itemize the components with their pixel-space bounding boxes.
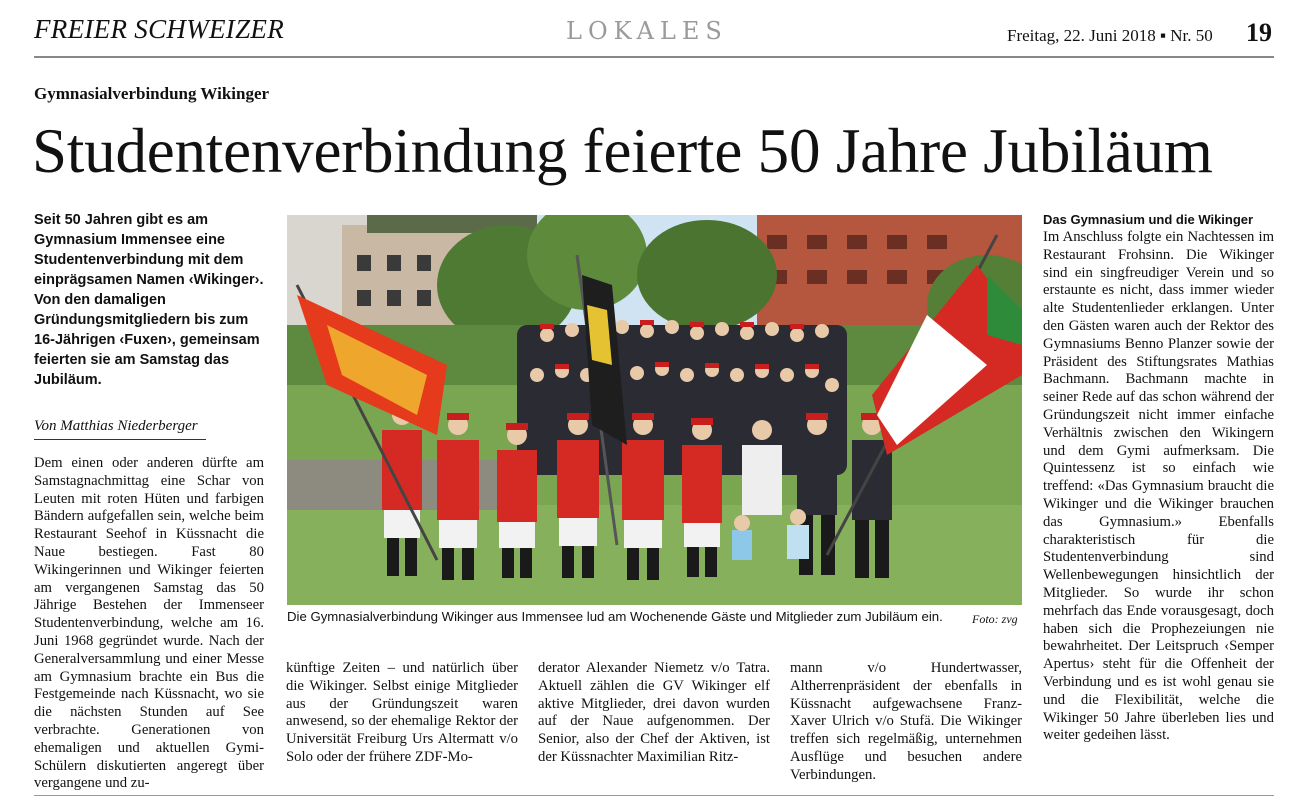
paper-name: FREIER SCHWEIZER [34, 14, 284, 44]
article-kicker: Gymnasialverbindung Wikinger [34, 84, 270, 103]
photo-caption: Die Gymnasialverbindung Wikinger aus Immensee lud am Wochenende Gäste und Mitglieder zum Jubiläum ein. [287, 609, 943, 624]
masthead-rule [34, 56, 1274, 58]
body-column-5: Im Anschluss folgte ein Nachtessen im Restaurant Frohsinn. Die Wikinger sind ein singfreudiger Verein und so erstaunte es nicht, dass immer wieder alte Studentenlieder erklangen. Unter den Gästen waren auch der Rektor des Gymnasiums Benno Planzer sowie der Präsident des Stiftungsrates Mathias Bachmann. Bachmann machte in seiner Rede auf das schon während der Gründungszeit nicht immer einfache Verhältnis zwischen den Wikingern und dem Gymi aufmerksam. Die Quintessenz ist so einfach wie treffend: «Das Gymnasium braucht die Wikinger und die Wikinger brauchen das Gymnasium.» Ebenfalls charakteristisch für die Studentenverbindung sind Wellenbewegungen hinsichtlich der Mitglieder. So wurde ihr schon mehrfach das Ende vorausgesagt, doch haben sich die Prophezeiungen nie bewahrheitet. Der Leitspruch ‹Semper Apertus› steht für die Offenheit der Verbindung und es ist wohl genau sie und die Flexibilität, welche die Wikinger 50 Jahre überleben lies und weiter gedeihen lässt. [1043, 229, 1274, 744]
page-number: 19 [1246, 18, 1272, 47]
body-column-1: Dem einen oder anderen dürfte am Samstagnachmittag eine Schar von Leuten mit roten Hüten und farbigen Bändern aufgefallen sein, welche beim Restaurant Seehof in Küssnacht die Naue bestiegen. Fast 80 Wikingerinnen und Wikinger feierten am vergangenen Samstag das 50 Jährige Bestehen der Immenseer Studentenverbindung, welche am 16. Juni 1968 gegründet wurde. Nach der Generalversammlung und einer Messe am Gymnasium brachte ein Bus die Festgemeinde nach Küssnacht, wo sie die nächsten Stunden auf See verbrachte. Generationen von ehemaligen und aktuellen Gymi-Schülern diskutierten angeregt über vergangene und zu- [34, 455, 264, 792]
body-column-2: künftige Zeiten – und natürlich über die Wikinger. Selbst einige Mitglieder aus der Gründungszeit waren anwesend, so der ehemalige Rektor der Universität Freiburg Urs Altermatt v/o Solo oder der frühere ZDF-Mo- [286, 660, 518, 765]
article-byline: Von Matthias Niederberger [34, 418, 206, 440]
section-subhead: Das Gymnasium und die Wikinger [1043, 212, 1254, 227]
group-photo [287, 215, 1022, 605]
photo-credit: Foto: zvg [972, 612, 1018, 626]
group-photo-illustration [287, 215, 1022, 605]
footer-rule [34, 795, 1274, 796]
section-title: LOKALES [566, 17, 728, 45]
body-column-4: mann v/o Hundertwasser, Altherrenpräsident der ebenfalls in Küssnacht aufgewachsene Franz-Xaver Ulrich v/o Stufä. Die Wikinger treffen sich regelmäßig, unternehmen Ausflüge und besuchen andere Verbindungen. [790, 660, 1022, 783]
body-column-3: derator Alexander Niemetz v/o Tatra. Aktuell zählen die GV Wikinger elf aktive Mitglieder, drei davon wurden auf der Naue aufgenommen. Der Senior, also der Chef der Aktiven, ist der Küssnachter Maximilian Ritz- [538, 660, 770, 765]
article-lead: Seit 50 Jahren gibt es am Gymnasium Immensee eine Studentenverbindung mit dem einprägsamen Namen ‹Wikinger›. Von den damaligen Gründungsmitgliedern bis zum 16-Jährigen ‹Fuxen›, gemeinsam feierten sie am Samstag das Jubiläum. [34, 212, 264, 388]
article-headline: Studentenverbindung feierte 50 Jahre Jubiläum [32, 116, 1213, 186]
issue-date: Freitag, 22. Juni 2018 ▪ Nr. 50 [1007, 26, 1213, 45]
